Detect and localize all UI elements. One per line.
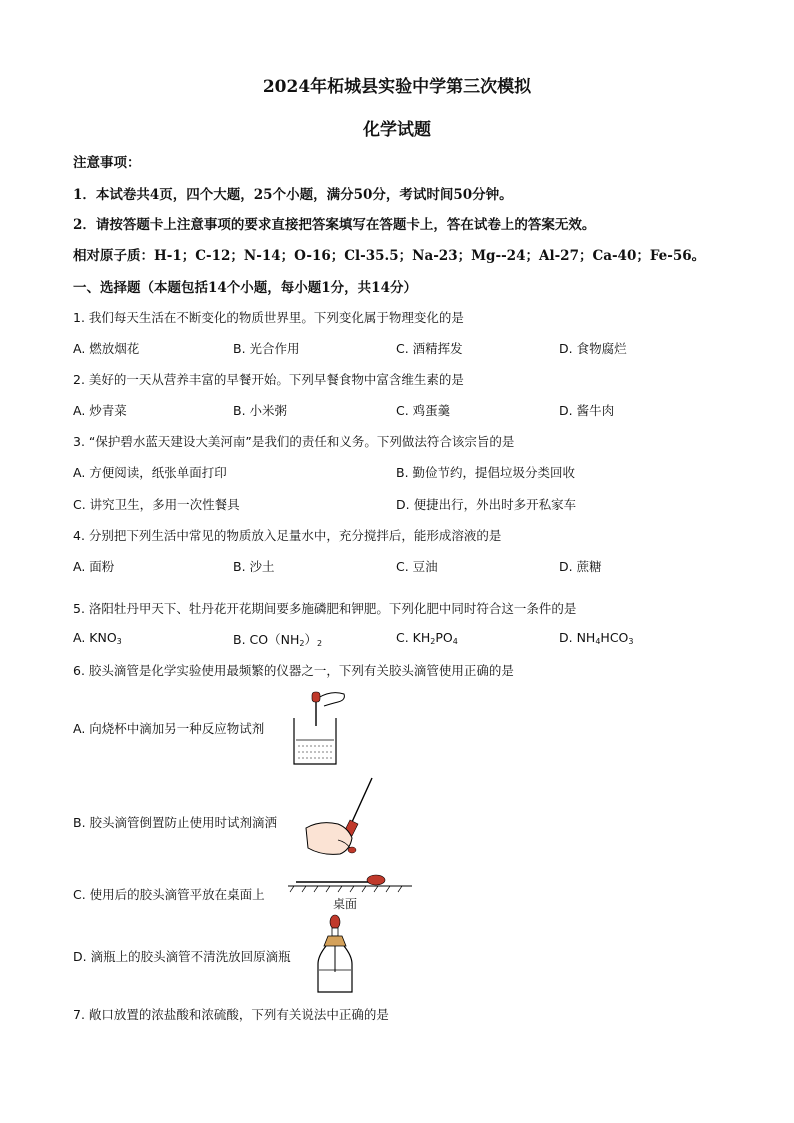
option-c: C. $KH_2PO_4$ — [396, 630, 458, 646]
dropper-on-table-figure — [286, 872, 416, 894]
page-title: 2024年柘城县实验中学第三次模拟 — [262, 77, 532, 97]
question-stem: 4. 分别把下列生活中常见的物质放入足量水中，充分搅拌后，能形成溶液的是 — [73, 528, 502, 543]
atomic-masses: 相对原子质：H-1；C-12；N-14；O-16；Cl-35.5；Na-23；Mg--24；Al-27；Ca-40；Fe-56。 — [73, 248, 706, 264]
option-d: D. $NH_4HCO_3$ — [559, 630, 634, 646]
option-c: C. 讲究卫生，多用一次性餐具 — [73, 497, 240, 512]
option-c: C. 酒精挥发 — [396, 341, 463, 356]
option-b: B. 胶头滴管倒置防止使用时试剂滴洒 — [73, 815, 278, 830]
dropping-bottle-figure — [314, 912, 358, 996]
question-stem: 7. 敞口放置的浓盐酸和浓硫酸，下列有关说法中正确的是 — [73, 1007, 389, 1022]
notice-item-2: 2．请按答题卡上注意事项的要求直接把答案填写在答题卡上，答在试卷上的答案无效。 — [73, 217, 596, 233]
question-stem: 1. 我们每天生活在不断变化的物质世界里。下列变化属于物理变化的是 — [73, 310, 464, 325]
option-b: B. 光合作用 — [233, 341, 300, 356]
option-d: D. 蔗糖 — [559, 559, 602, 574]
table-label: 桌面 — [333, 897, 358, 911]
option-a: A. 方便阅读，纸张单面打印 — [73, 465, 227, 480]
option-a: A. $KNO_3$ — [73, 630, 122, 646]
inverted-dropper-figure — [300, 776, 380, 860]
question-stem: 5. 洛阳牡丹甲天下、牡丹花开花期间要多施磷肥和钾肥。下列化肥中同时符合这一条件的是 — [73, 601, 577, 616]
option-a: A. 向烧杯中滴加另一种反应物试剂 — [73, 721, 265, 736]
option-d: D. 酱牛肉 — [559, 403, 615, 418]
option-b: B. 沙土 — [233, 559, 275, 574]
option-c: C. 豆油 — [396, 559, 438, 574]
option-c: C. 使用后的胶头滴管平放在桌面上 — [73, 887, 265, 902]
option-b: B. $CO(NH_2)_2$ — [233, 632, 323, 648]
question-stem: 3. “保护碧水蓝天建设大美河南”是我们的责任和义务。下列做法符合该宗旨的是 — [73, 434, 515, 449]
option-d: D. 食物腐烂 — [559, 341, 627, 356]
option-b: B. 小米粥 — [233, 403, 288, 418]
option-d: D. 便捷出行，外出时多开私家车 — [396, 497, 577, 512]
section-heading: 一、选择题（本题包括14个小题，每小题1分，共14分） — [73, 280, 417, 296]
option-d: D. 滴瓶上的胶头滴管不清洗放回原滴瓶 — [73, 949, 291, 964]
question-stem: 2. 美好的一天从营养丰富的早餐开始。下列早餐食物中富含维生素的是 — [73, 372, 464, 387]
option-a: A. 燃放烟花 — [73, 341, 140, 356]
option-b: B. 勤俭节约，提倡垃圾分类回收 — [396, 465, 576, 480]
option-a: A. 面粉 — [73, 559, 115, 574]
option-a: A. 炒青菜 — [73, 403, 127, 418]
option-c: C. 鸡蛋羹 — [396, 403, 451, 418]
notice-item-1: 1．本试卷共4页，四个大题，25个小题，满分50分，考试时间50分钟。 — [73, 187, 513, 203]
notice-heading: 注意事项： — [73, 155, 141, 171]
question-stem: 6. 胶头滴管是化学实验使用最频繁的仪器之一，下列有关胶头滴管使用正确的是 — [73, 663, 514, 678]
beaker-dropper-figure — [286, 688, 356, 768]
page-subtitle: 化学试题 — [363, 120, 431, 140]
